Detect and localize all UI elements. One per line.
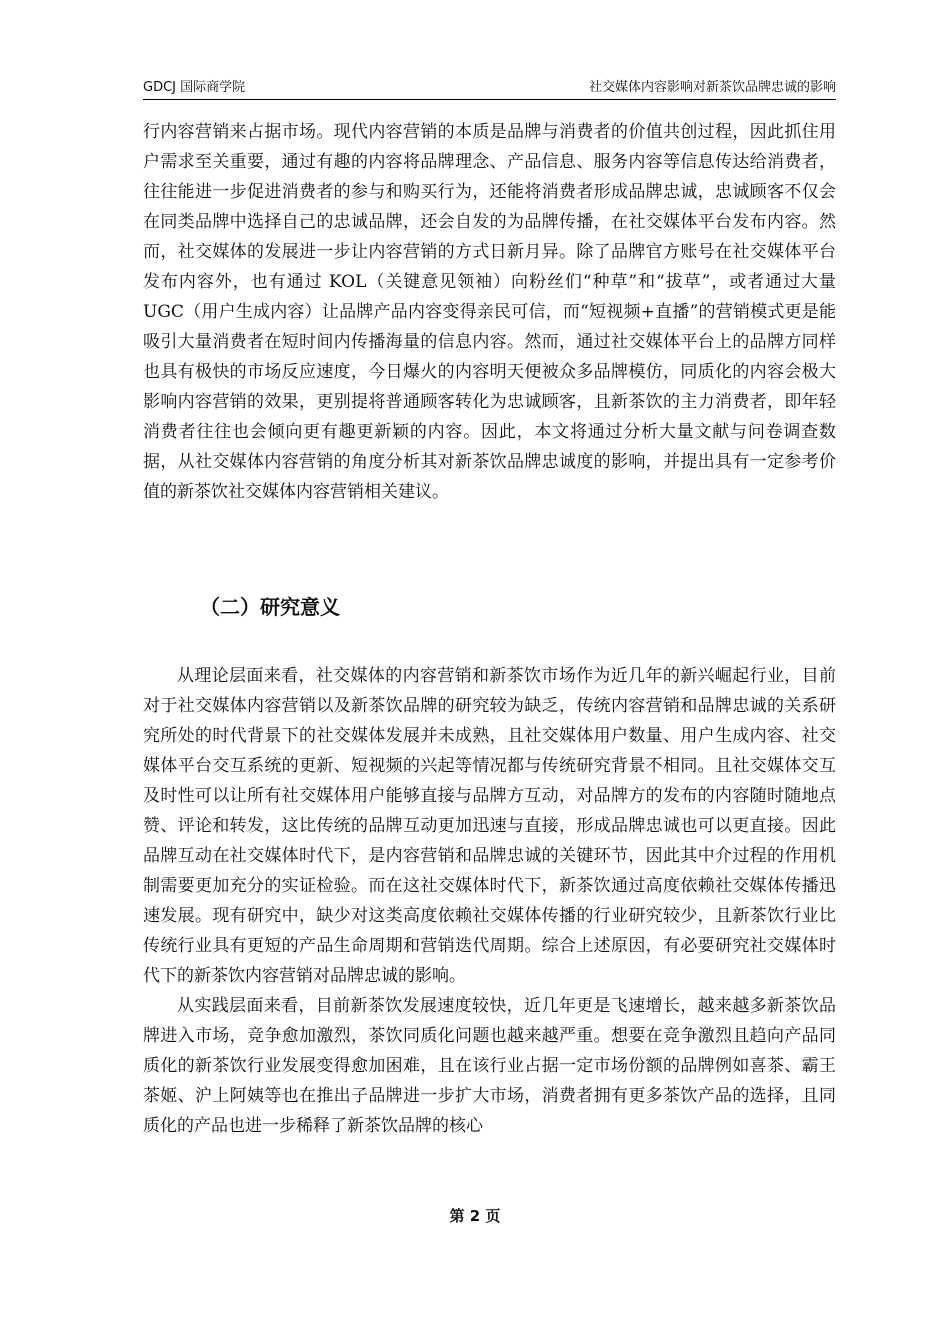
body-block-intro — [143, 117, 836, 507]
body-block-significance — [143, 661, 836, 1141]
header-rule — [143, 99, 836, 100]
section-heading: （二）研究意义 — [200, 595, 340, 619]
paragraph: 从实践层面来看，目前新茶饮发展速度较快，近几年更是飞速增长，越来越多新茶饮品牌进入市场，竞争愈加激烈，茶饮同质化问题也越来越严重。想要在竞争激烈且趋向产品同质化的新茶饮行业发展变得愈加困难，且在该行业占据一定市场份额的品牌例如喜茶、霸王茶姬、沪上阿姨等也在推出子品牌进一步扩大市场，消费者拥有更多茶饮产品的选择，且同质化的产品也进一步稀释了新茶饮品牌的核心 — [143, 996, 836, 1136]
page-number: 第 2 页 — [449, 1207, 501, 1225]
header-thesis-title: 社交媒体内容影响对新茶饮品牌忠诚的影响 — [588, 80, 836, 95]
paragraph: 从理论层面来看，社交媒体的内容营销和新茶饮市场作为近几年的新兴崛起行业，目前对于社交媒体内容营销以及新茶饮品牌的研究较为缺乏，传统内容营销和品牌忠诚的关系研究所处的时代背景下的社交媒体发展并未成熟，且社交媒体用户数量、用户生成内容、社交媒体平台交互系统的更新、短视频的兴起等情况都与传统研究背景不相同。且社交媒体交互及时性可以让所有社交媒体用户能够直接与品牌方互动，对品牌方的发布的内容随时随地点赞、评论和转发，这比传统的品牌互动更加迅速与直接，形成品牌忠诚也可以更直接。因此品牌互动在社交媒体时代下，是内容营销和品牌忠诚的关键环节，因此其中介过程的作用机制需要更加充分的实证检验。而在这社交媒体时代下，新茶饮通过高度依赖社交媒体传播迅速发展。现有研究中，缺少对这类高度依赖社交媒体传播的行业研究较少，且新茶饮行业比传统行业具有更短的产品生命周期和营销迭代周期。综合上述原因，有必要研究社交媒体时代下的新茶饮内容营销对品牌忠诚的影响。 — [143, 666, 836, 986]
header-institution: GDCJ 国际商学院 — [143, 80, 246, 95]
page-header — [143, 78, 836, 100]
paragraph: 行内容营销来占据市场。现代内容营销的本质是品牌与消费者的价值共创过程，因此抓住用户需求至关重要，通过有趣的内容将品牌理念、产品信息、服务内容等信息传达给消费者，往往能进一步促进消费者的参与和购买行为，还能将消费者形成品牌忠诚，忠诚顾客不仅会在同类品牌中选择自己的忠诚品牌，还会自发的为品牌传播，在社交媒体平台发布内容。然而，社交媒体的发展进一步让内容营销的方式日新月异。除了品牌官方账号在社交媒体平台发布内容外，也有通过 KOL（关键意见领袖）向粉丝们“种草”和“拔草”，或者通过大量 UGC（用户生成内容）让品牌产品内容变得亲民可信，而“短视频+直播”的营销模式更是能吸引大量消费者在短时间内传播海量的信息内容。然而，通过社交媒体平台上的品牌方同样也具有极快的市场反应速度，今日爆火的内容明天便被众多品牌模仿，同质化的内容会极大影响内容营销的效果，更别提将普通顾客转化为忠诚顾客，且新茶饮的主力消费者，即年轻消费者往往也会倾向更有趣更新颖的内容。因此，本文将通过分析大量文献与问卷调查数据，从社交媒体内容营销的角度分析其对新茶饮品牌忠诚度的影响，并提出具有一定参考价值的新茶饮社交媒体内容营销相关建议。 — [143, 122, 836, 502]
